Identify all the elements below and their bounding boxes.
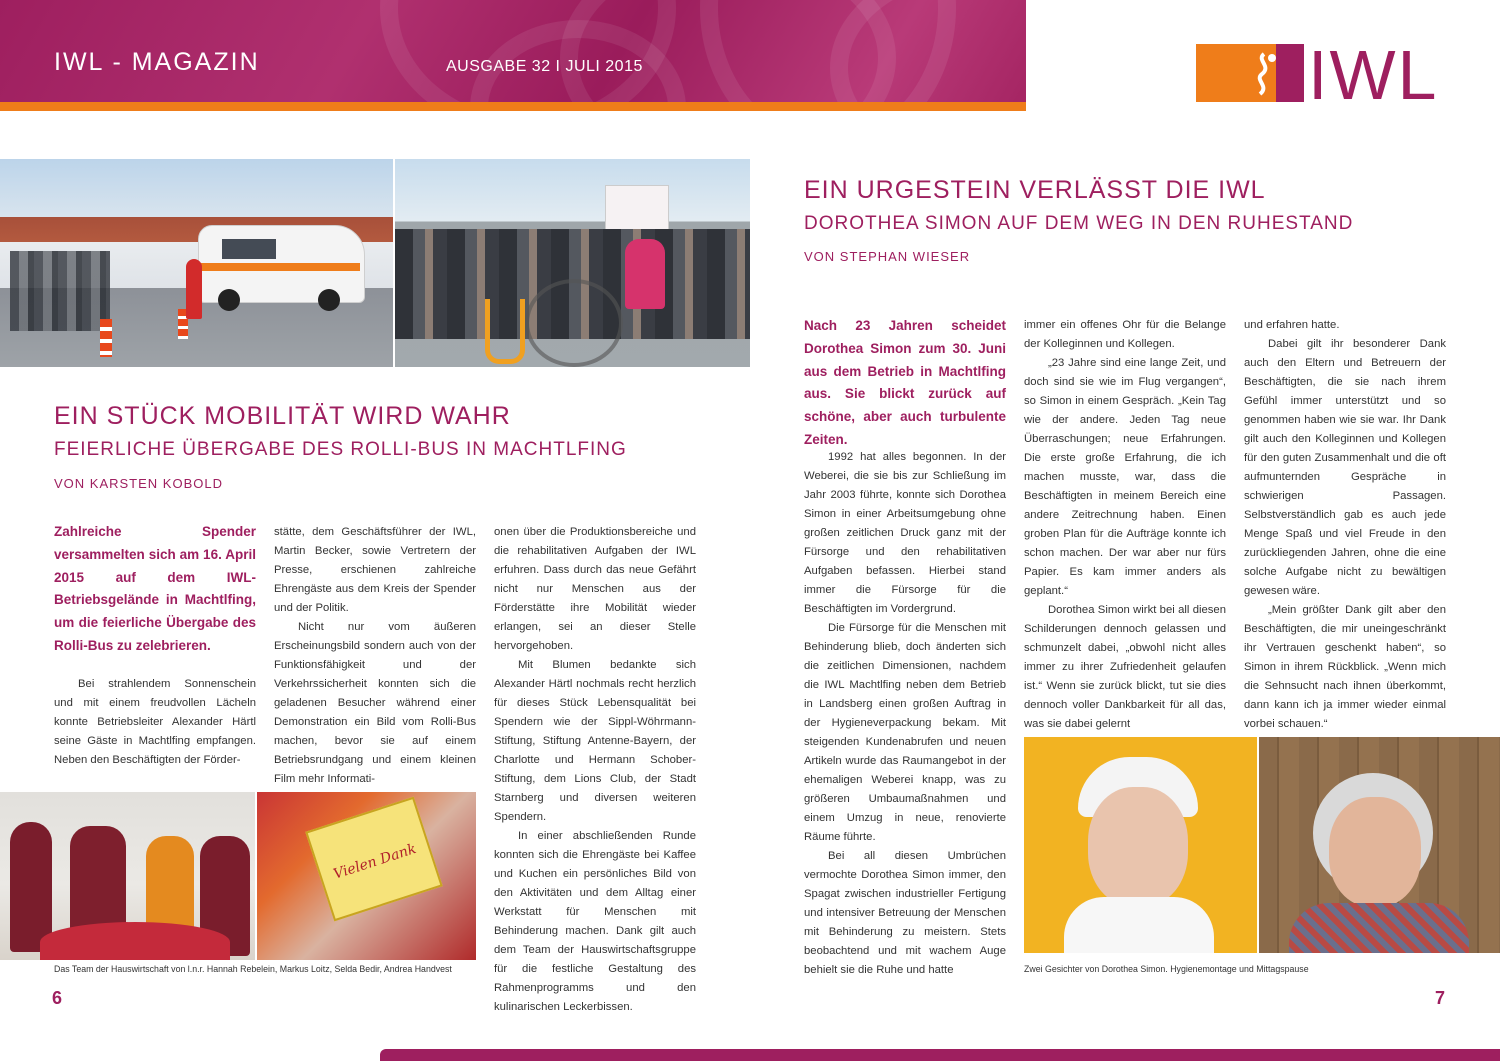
footer-bar (380, 1049, 1500, 1061)
photo-household-team (0, 792, 255, 960)
left-article-lead: Zahlreiche Spender versammelten sich am 16. April 2015 auf dem IWL-Betriebsgelände in Machtlfing, um die feierliche Übergabe des Rolli-Bus zu zelebrieren. (54, 524, 256, 653)
gift-card-text: Vielen Dank (331, 840, 419, 883)
right-article-col2 (1024, 316, 1226, 734)
magazine-title: IWL - MAGAZIN (54, 48, 260, 76)
left-article-subtitle: FEIERLICHE ÜBERGABE DES ROLLI-BUS IN MACHTLFING (54, 439, 627, 460)
issue-label: AUSGABE 32 I JULI 2015 (446, 58, 643, 75)
paragraph: immer ein offenes Ohr für die Belange der Kolleginnen und Kollegen. (1024, 319, 1226, 350)
page-number-right: 7 (1435, 988, 1446, 1008)
paragraph: onen über die Produktionsbereiche und die rehabilitativen Aufgaben der IWL erfuhren. Dass durch das neue Gefährt nicht nur Menschen aus der Förderstätte ihre Mobilität wieder erlangen, sei an dieser Stelle hervorgehoben. (494, 526, 696, 652)
right-article-title: EIN URGESTEIN VERLÄSST DIE IWL (804, 176, 1266, 204)
header-accent-line (0, 102, 1026, 111)
paragraph: Bei strahlendem Sonnenschein und mit einem freudvollen Lächeln konnte Betriebsleiter Alexander Härtl seine Gäste in Machtlfing empfangen. Neben den Beschäftigten der Förder- (54, 678, 256, 766)
right-article-lead: Nach 23 Jahren scheidet Dorothea Simon zum 30. Juni aus dem Betrieb in Machtlfing aus. Sie blickt zurück auf schöne, aber auch turbulente Zeiten. (804, 318, 1006, 447)
right-photo-caption: Zwei Gesichter von Dorothea Simon. Hygienemontage und Mittagspause (1024, 964, 1309, 974)
paragraph: und erfahren hatte. (1244, 319, 1340, 331)
right-article-subtitle: DOROTHEA SIMON AUF DEM WEG IN DEN RUHESTAND (804, 213, 1354, 234)
paragraph: „23 Jahre sind eine lange Zeit, und doch sind sie wie im Flug vergangen“, so Simon in einem Gespräch. „Kein Tag wie der andere. Jeden Tag neue Überraschungen; neue Erfahrungen. Die erste große Erfahrung, die ich machen musste, war, dass die Beschäftigten in meinem Bereich eine andere Zeitrechnung haben. Einen groben Plan für die Aufträge konnte ich schon machen. Der war aber nur fürs Papier. Es kam immer anders als geplant.“ (1024, 357, 1226, 597)
photo-donors-group (395, 159, 750, 367)
photo-thank-you-gift (257, 792, 476, 960)
left-article-author: VON KARSTEN KOBOLD (54, 476, 223, 491)
paragraph: Dorothea Simon wirkt bei all diesen Schilderungen dennoch gelassen und schmunzelt dabei, „obwohl nicht alles immer zu ihrer Zufriedenheit gelaufen ist.“ Wenn sie zurück blickt, tut sie dies dennoch voller Dankbarkeit für all das, was sie dabei gelernt (1024, 604, 1226, 730)
page-number-left: 6 (52, 988, 63, 1008)
left-photo-caption: Das Team der Hauswirtschaft von l.n.r. Hannah Rebelein, Markus Loitz, Selda Bedir, Andrea Handvest (54, 964, 452, 974)
photo-rolli-bus (0, 159, 393, 367)
right-article-author: VON STEPHAN WIESER (804, 249, 971, 264)
left-article-col3 (494, 523, 696, 1017)
logo-figure-icon (1246, 50, 1282, 96)
paragraph: Bei all diesen Umbrüchen vermochte Dorothea Simon immer, den Spagat zwischen industrieller Fertigung und intensiver Betreuung der Menschen mit Behinderung zu meistern. Stets beobachtend und mit wachem Auge behielt sie die Ruhe und hatte (804, 850, 1006, 976)
left-article-col2 (274, 523, 476, 789)
paragraph: „Mein größter Dank gilt aber den Beschäftigten, die mir uneingeschränkt ihr Vertrauen geschenkt haben“, so Simon in ihrem Rückblick. „Wenn mich die Sehnsucht nach ihnen überkommt, dann kann ich ja immer wieder einmal vorbei schauen.“ (1244, 604, 1446, 730)
right-article-col1 (804, 448, 1006, 980)
photo-portrait-lunch-break (1259, 737, 1500, 953)
iwl-logo (1196, 36, 1446, 114)
paragraph: Dabei gilt ihr besonderer Dank auch den Eltern und Betreuern der Beschäftigten, die sie nach ihrem Gefühl immer unterstützt und so genommen haben wie sie war. Ihr Dank gilt auch den Kolleginnen und Kollegen für den guten Zusammenhalt und die oft aufmunternden Gespräche in schwierigen Passagen. Selbstverständlich gab es auch jede Menge Spaß und viel Freude in den zurückliegenden Jahren, ohne die eine solche Aufgabe nicht zu bewältigen gewesen wäre. (1244, 338, 1446, 597)
paragraph: Nicht nur vom äußeren Erscheinungsbild sondern auch von der Funktionsfähigkeit und der Verkehrssicherheit konnten sich die geladenen Besucher während einer Demonstration ein Bild vom Rolli-Bus machen, bevor sie auf einem Betriebsrundgang und einem kleinen Film mehr Informati- (274, 621, 476, 785)
paragraph: stätte, dem Geschäftsführer der IWL, Martin Becker, sowie Vertretern der Presse, erschienen zahlreiche Ehrengäste aus dem Kreis der Spender und der Politik. (274, 526, 476, 614)
left-article-title: EIN STÜCK MOBILITÄT WIRD WAHR (54, 402, 511, 430)
paragraph: In einer abschließenden Runde konnten sich die Ehrengäste bei Kaffee und Kuchen ein persönliches Bild von den Aktivitäten und dem Alltag einer Werkstatt für Menschen mit Behinderung machen. Dank gilt auch dem Team der Hauswirtschaftsgruppe für die festliche Gestaltung des Rahmenprogramms und den kulinarischen Leckerbissen. (494, 830, 696, 1013)
logo-text: IWL (1308, 36, 1439, 114)
paragraph: 1992 hat alles begonnen. In der Weberei, die sie bis zur Schließung im Jahr 2003 führte, konnte sich Dorothea Simon in einer Arbeitsumgebung ohne großen zeitlichen Druck ganz mit der Fürsorge und den rehabilitativen Aufgaben befassen. Hierbei stand immer die Fürsorge für die Beschäftigten im Vordergrund. (804, 451, 1006, 615)
paragraph: Die Fürsorge für die Menschen mit Behinderung blieb, doch änderten sich die zeitlichen Dimensionen, nachdem die IWL Machtlfing neben dem Betrieb in Landsberg einen großen Auftrag in der Hygieneverpackung bekam. Mit steigenden Kundenabrufen und neuen Artikeln wurde das Raumangebot in der ehemaligen Weberei knapp, was zu größeren Umbaumaßnahmen und einem Umzug in neue, renovierte Räume führte. (804, 622, 1006, 843)
right-article-col3 (1244, 316, 1446, 734)
photo-portrait-hygiene (1024, 737, 1257, 953)
paragraph: Mit Blumen bedankte sich Alexander Härtl nochmals recht herzlich für dieses Stück Lebensqualität bei Spendern wie der Sippl-Wöhrmann-Stiftung, Stiftung Antenne-Bayern, der Charlotte und Hermann Schober-Stiftung, dem Lions Club, der Stadt Starnberg und diversen weiteren Spendern. (494, 659, 696, 823)
left-article-col1 (54, 675, 256, 770)
